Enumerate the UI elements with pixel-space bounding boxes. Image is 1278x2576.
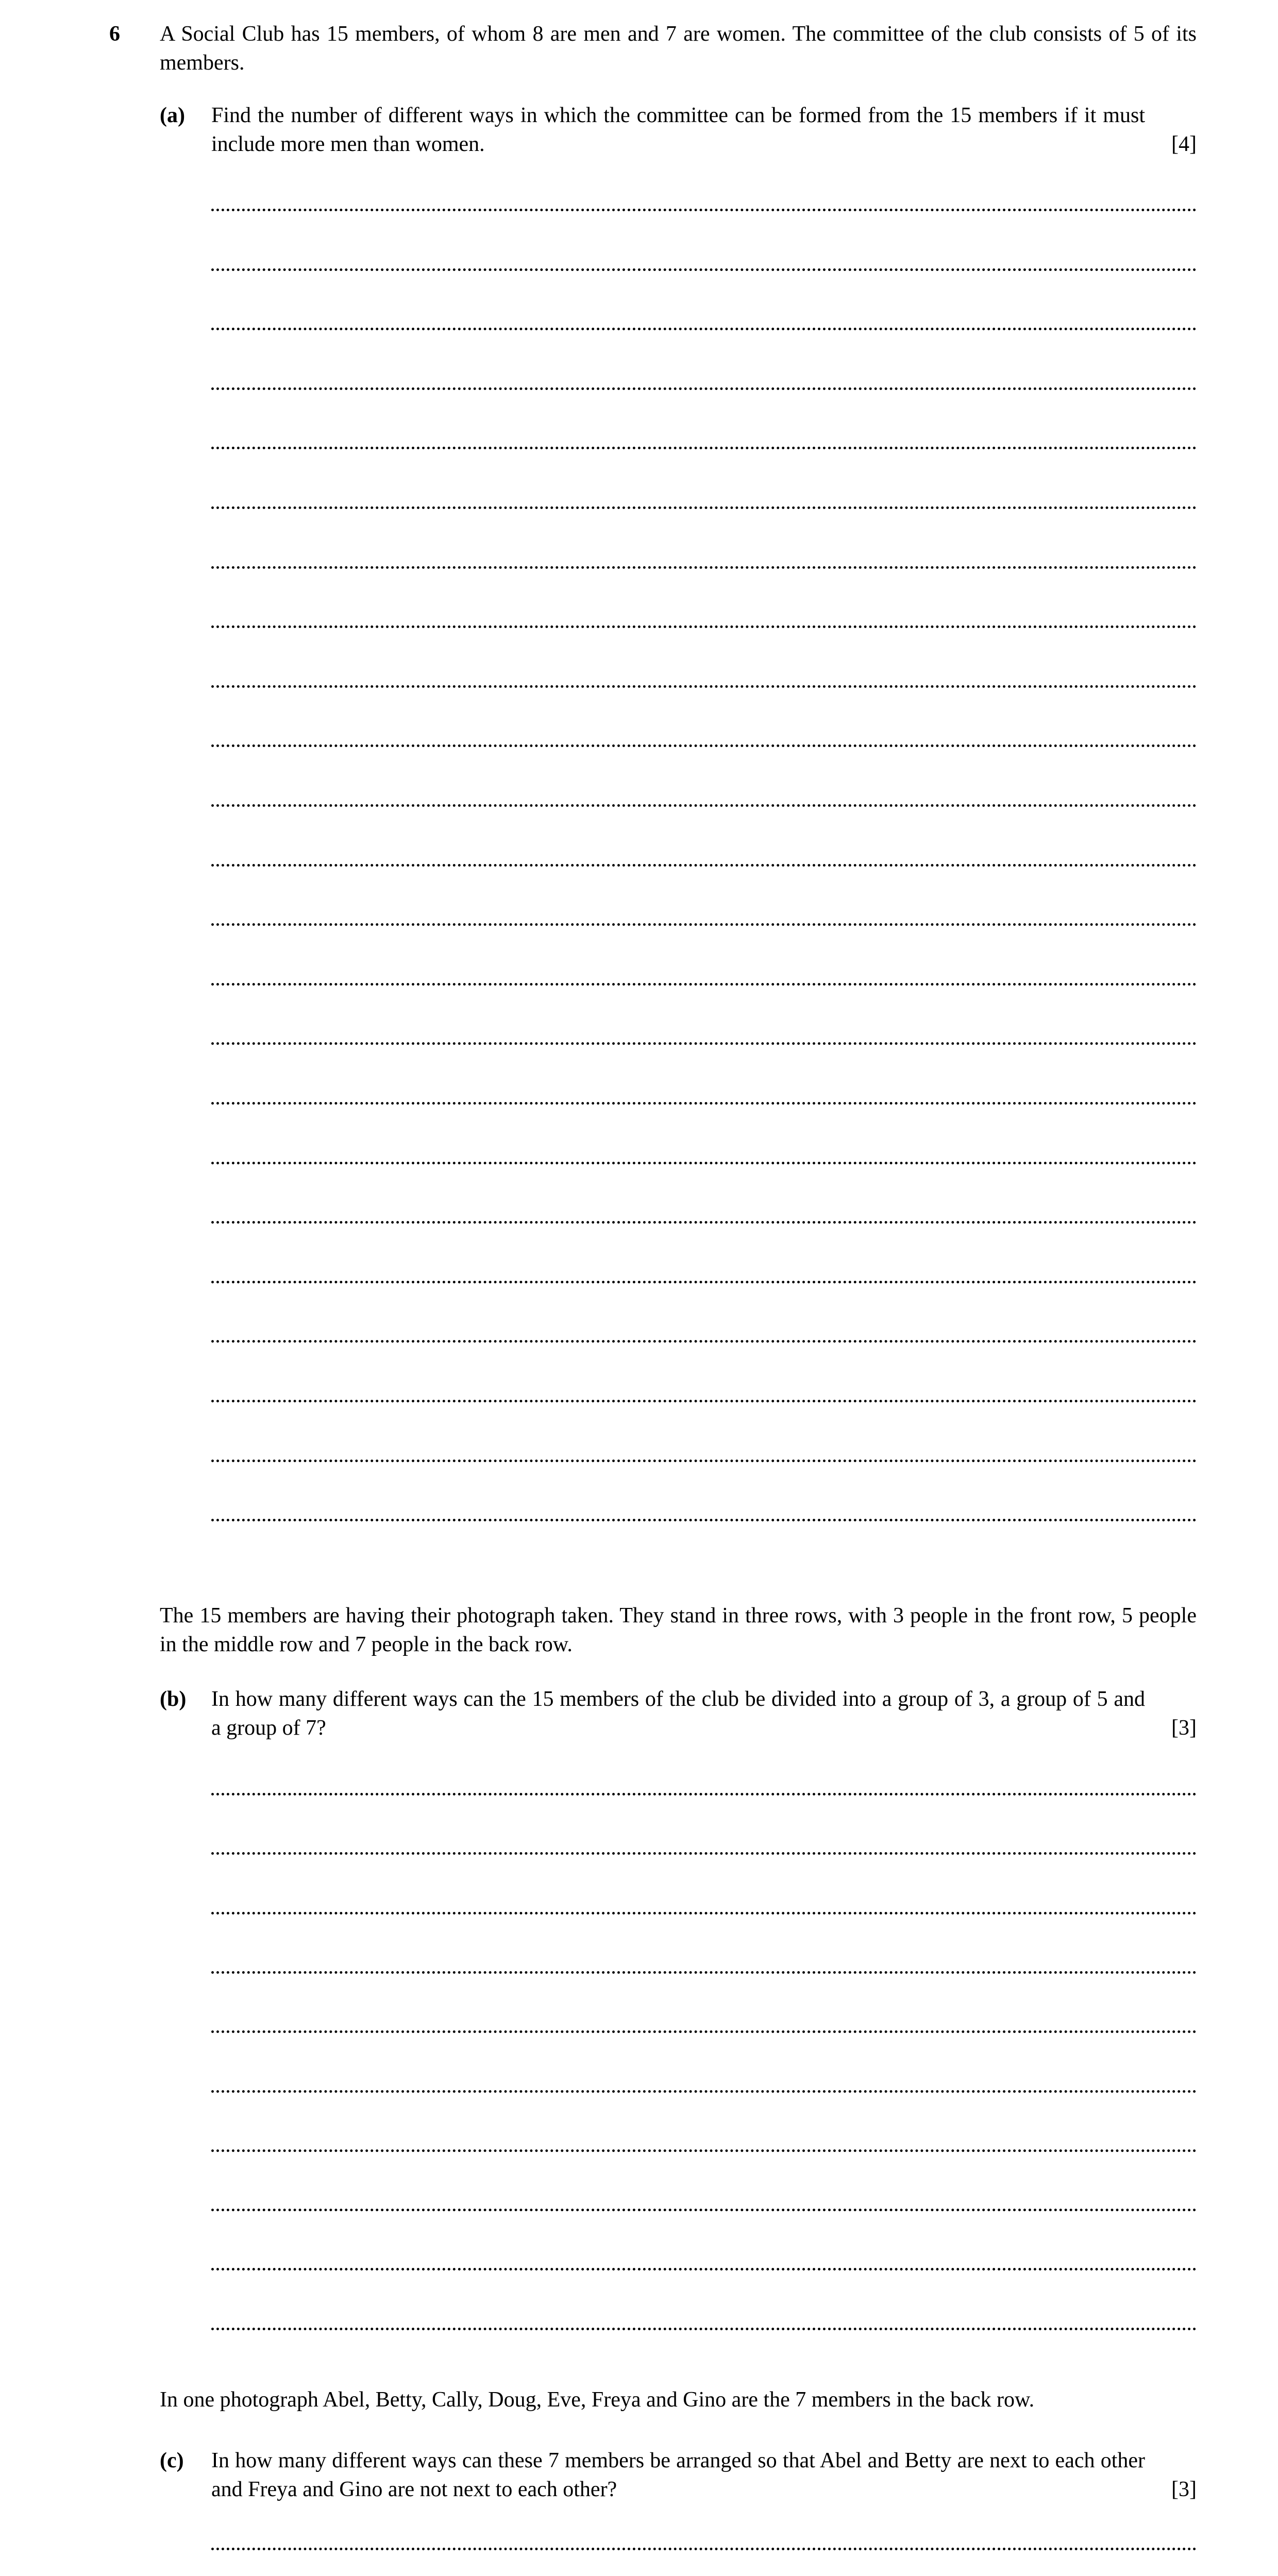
back-row-context: In one photograph Abel, Betty, Cally, Doug, Eve, Freya and Gino are the 7 members in the back row.: [160, 2388, 1035, 2412]
answer-line[interactable]: [211, 1519, 1197, 1521]
answer-line[interactable]: [211, 625, 1197, 628]
part-a-label: (a): [160, 104, 185, 127]
answer-line[interactable]: [211, 387, 1197, 390]
answer-line[interactable]: [211, 744, 1197, 747]
part-b-label: (b): [160, 1687, 187, 1711]
part-c-text: In how many different ways can these 7 members be arranged so that Abel and Betty are next to each other and Freya and Gino are not next to each other?: [211, 2449, 1145, 2501]
answer-line[interactable]: [211, 2328, 1197, 2330]
answer-line[interactable]: [211, 1340, 1197, 1343]
part-c-marks: [3]: [1171, 2478, 1197, 2501]
answer-line[interactable]: [211, 2548, 1197, 2550]
answer-line[interactable]: [211, 1042, 1197, 1045]
answer-line[interactable]: [211, 2149, 1197, 2152]
answer-line[interactable]: [211, 1793, 1197, 1795]
answer-line[interactable]: [211, 804, 1197, 807]
answer-line[interactable]: [211, 506, 1197, 509]
answer-line[interactable]: [211, 685, 1197, 688]
part-a-marks: [4]: [1171, 132, 1197, 156]
answer-line[interactable]: [211, 1221, 1197, 1224]
part-c-label: (c): [160, 2449, 184, 2472]
answer-line[interactable]: [211, 447, 1197, 449]
answer-line[interactable]: [211, 1400, 1197, 1402]
answer-line[interactable]: [211, 1460, 1197, 1462]
answer-line[interactable]: [211, 1162, 1197, 1164]
question-number: 6: [109, 22, 120, 46]
answer-line[interactable]: [211, 1912, 1197, 1914]
answer-line[interactable]: [211, 1102, 1197, 1105]
answer-line[interactable]: [211, 2268, 1197, 2270]
answer-line[interactable]: [211, 864, 1197, 867]
part-b-text: In how many different ways can the 15 members of the club be divided into a group of 3, a group of 5 and a group of 7?: [211, 1687, 1145, 1740]
answer-line[interactable]: [211, 2090, 1197, 2093]
answer-line[interactable]: [211, 2209, 1197, 2211]
answer-line[interactable]: [211, 566, 1197, 569]
part-a-question: [211, 101, 1197, 159]
answer-line[interactable]: [211, 268, 1197, 271]
answer-line[interactable]: [211, 983, 1197, 986]
answer-line[interactable]: [211, 923, 1197, 926]
photo-context: The 15 members are having their photograph taken. They stand in three rows, with 3 people in the front row, 5 people in the middle row and 7 people in the back row.: [160, 1604, 1197, 1656]
part-a-text: Find the number of different ways in which the committee can be formed from the 15 members if it must include more men than women.: [211, 104, 1145, 156]
part-b-marks: [3]: [1171, 1716, 1197, 1740]
answer-line[interactable]: [211, 2030, 1197, 2033]
answer-line[interactable]: [211, 328, 1197, 330]
answer-line[interactable]: [211, 209, 1197, 211]
answer-line[interactable]: [211, 1852, 1197, 1855]
answer-line[interactable]: [211, 1281, 1197, 1283]
question-intro: A Social Club has 15 members, of whom 8 are men and 7 are women. The committee of the club consists of 5 of its members.: [160, 22, 1197, 75]
answer-line[interactable]: [211, 1971, 1197, 1974]
part-c-question: [211, 2446, 1197, 2504]
part-b-question: [211, 1685, 1197, 1742]
